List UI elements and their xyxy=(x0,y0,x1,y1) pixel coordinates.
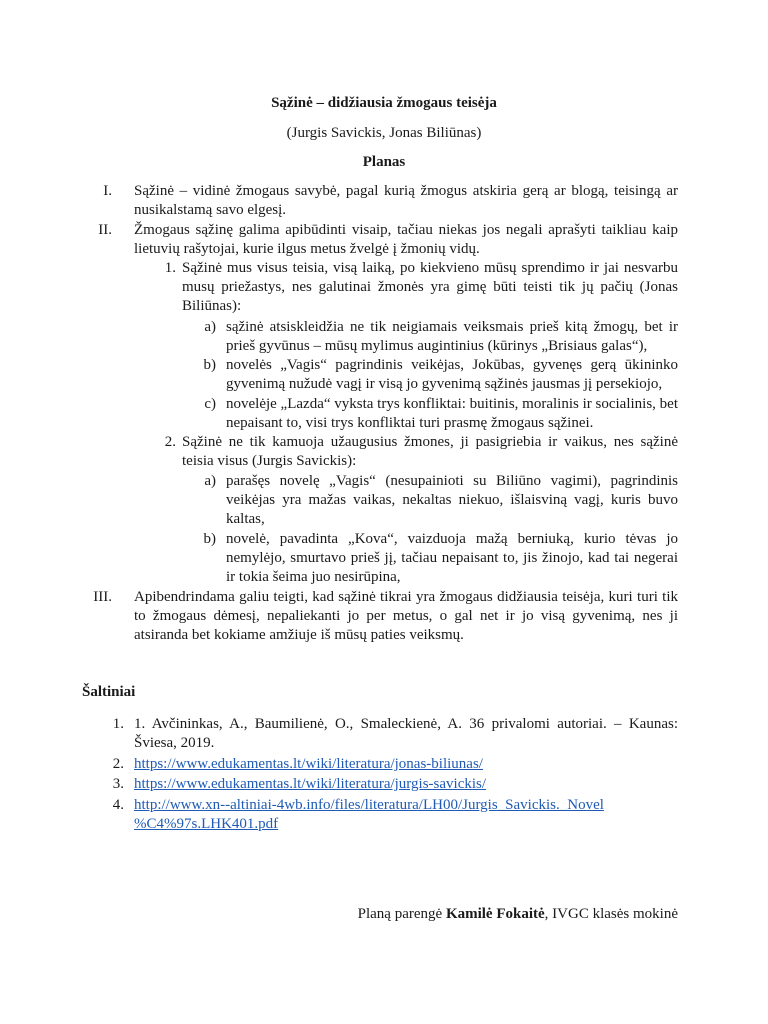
signature-name: Kamilė Fokaitė xyxy=(445,906,545,922)
source-marker: 3. xyxy=(112,776,124,792)
item-marker: a) xyxy=(204,473,216,489)
section-text: Apibendrindama galiu teigti, kad sąžinė tikrai yra žmogaus didžiausia teisėja, kuri turi tik to žmogaus dėmesį, nepaliekanti jo per metus, o gal net ir jo visą gyvenimą, nes ji atsiranda bet kokiame amžiuje iš mūsų paties veiksmų. xyxy=(134,589,678,643)
item-marker: b) xyxy=(203,357,216,373)
point-marker: 2. xyxy=(164,434,176,450)
source-link-line[interactable]: %C4%97s.LHK401.pdf xyxy=(134,816,279,832)
sources-heading: Šaltiniai xyxy=(82,684,136,700)
signature xyxy=(358,905,678,924)
section-text: Žmogaus sąžinę galima apibūdinti visaip, tačiau niekas jos negali aprašyti taikliau kaip lietuvių rašytojai, kurie ilgus metus žvelgė į žmonių vidų. xyxy=(134,222,678,257)
item-marker: c) xyxy=(204,396,216,412)
item-marker: a) xyxy=(204,319,216,335)
section-marker: II. xyxy=(98,222,112,238)
point-text: Sąžinė mus visus teisia, visą laiką, po kiekvieno mūsų sprendimo ir jai nesvarbu musų priežastys, nes galutinai žmonės yra gimę būti teisti tik jų pačių (Jonas Biliūnas): xyxy=(182,260,678,314)
item-text: sąžinė atsiskleidžia ne tik neigiamais veiksmais prieš kitą žmogų, bet ir prieš gyvūnus – mūsų mylimus augintinius (kūrinys „Brisiaus galas“), xyxy=(226,319,678,354)
source-marker: 2. xyxy=(112,756,124,772)
signature-suffix: , IVGC klasės mokinė xyxy=(544,906,678,922)
signature-prefix: Planą parengė xyxy=(357,906,446,922)
source-text: 1. Avčininkas, A., Baumilienė, O., Smaleckienė, A. 36 privalomi autoriai. – Kaunas: Šviesa, 2019. xyxy=(134,716,678,751)
item-text: novelė, pavadinta „Kova“, vaizduoja mažą berniuką, kurio tėvas jo nemylėjo, smurtavo prieš jį, tačiau nepaisant to, jis žinojo, kad tai negerai ir tokia šeima juo nesirūpina, xyxy=(226,531,678,585)
source-link-wrapped[interactable] xyxy=(134,796,678,834)
item-text: novelėje „Lazda“ vyksta trys konfliktai: buitinis, moralinis ir socialinis, bet nepaisant to, visi trys konfliktai turi prasmę žmogaus sąžinei. xyxy=(226,396,678,431)
item-marker: b) xyxy=(203,531,216,547)
document-title: Sąžinė – didžiausia žmogaus teisėja xyxy=(271,95,497,111)
source-marker: 4. xyxy=(112,797,124,813)
source-marker: 1. xyxy=(112,716,124,732)
source-link-line[interactable]: http://www.xn--altiniai-4wb.info/files/literatura/LH00/Jurgis_Savickis._Novel xyxy=(134,797,604,813)
source-link[interactable]: https://www.edukamentas.lt/wiki/literatura/jurgis-savickis/ xyxy=(134,776,487,792)
document-authors: (Jurgis Savickis, Jonas Biliūnas) xyxy=(286,125,482,141)
plan-heading: Planas xyxy=(362,154,406,170)
item-text: parašęs novelę „Vagis“ (nesupainioti su Biliūno vagimi), pagrindinis veikėjas yra mažas vaikas, nekaltas niekuo, išlaisviną vagį, kuris buvo kaltas, xyxy=(226,473,678,527)
point-text: Sąžinė ne tik kamuoja užaugusius žmones, ji pasigriebia ir vaikus, nes sąžinė teisia visus (Jurgis Savickis): xyxy=(182,434,678,469)
point-marker: 1. xyxy=(164,260,176,276)
item-text: novelės „Vagis“ pagrindinis veikėjas, Jokūbas, gyvenęs gerą ūkininko gyvenimą nužudė vagį ir visą jo gyvenimą sąžinės jausmas jį persekiojo, xyxy=(226,357,678,392)
source-link[interactable]: https://www.edukamentas.lt/wiki/literatura/jonas-biliunas/ xyxy=(134,756,483,772)
section-text: Sąžinė – vidinė žmogaus savybė, pagal kurią žmogus atskiria gerą ar blogą, teisingą ar nusikalstamą savo elgesį. xyxy=(134,183,678,218)
section-marker: I. xyxy=(103,183,112,199)
section-marker: III. xyxy=(93,589,112,605)
